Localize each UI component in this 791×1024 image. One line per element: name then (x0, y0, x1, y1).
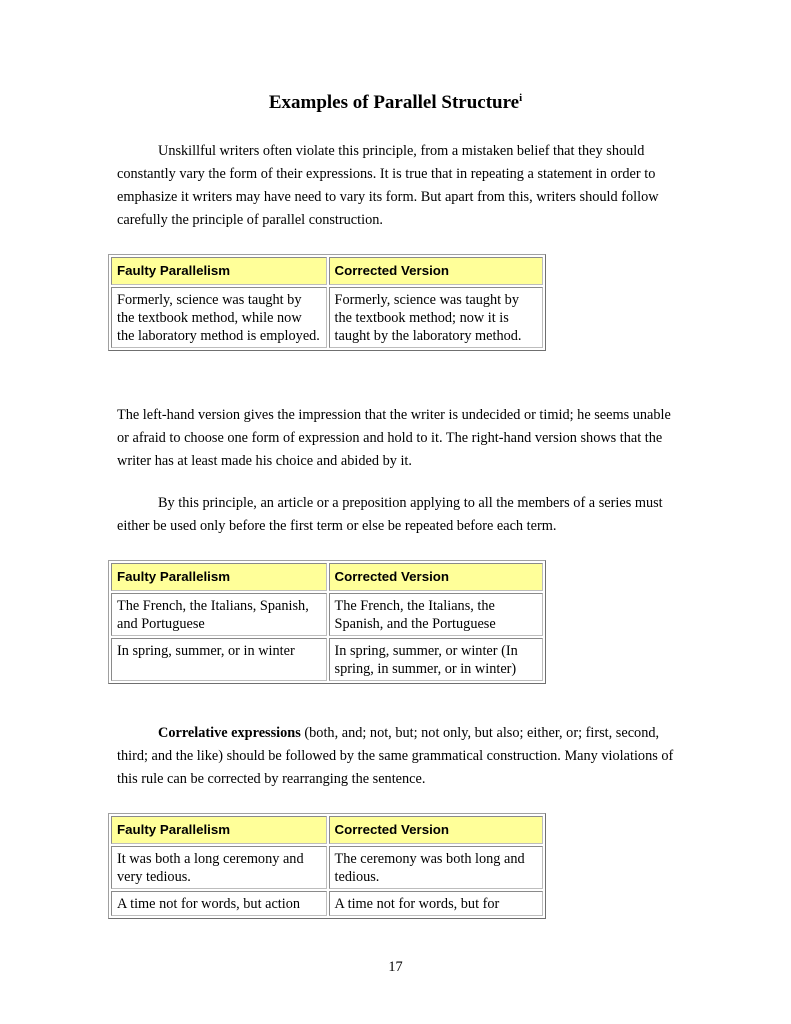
header-corrected: Corrected Version (329, 816, 544, 844)
table-row (111, 287, 543, 348)
paragraph-3: By this principle, an article or a preposition applying to all the members of a series must either be used only before the first term or else be repeated before each term. (117, 495, 663, 534)
table-header-row (111, 563, 543, 591)
comparison-table-1 (108, 254, 546, 351)
corrected-cell: A time not for words, but for (329, 891, 544, 916)
paragraph-4 (117, 722, 677, 791)
paragraph-2: The left-hand version gives the impression that the writer is undecided or timid; he seems unable or afraid to choose one form of expression and hold to it. The right-hand version shows that the writer has at least made his choice and abided by it. (117, 407, 671, 469)
intro-paragraph: Unskillful writers often violate this principle, from a mistaken belief that they should constantly vary the form of their expressions. It is true that in repeating a statement in order to emphasize it writers may have need to vary its form. But apart from this, writers should follow carefully the principle of parallel construction. (117, 143, 659, 228)
table-row (111, 846, 543, 889)
table-header-row (111, 816, 543, 844)
corrected-cell: The French, the Italians, the Spanish, and the Portuguese (329, 593, 544, 636)
corrected-cell: In spring, summer, or winter (In spring, in summer, or in winter) (329, 638, 544, 681)
comparison-table-3 (108, 813, 546, 919)
title-text: Examples of Parallel Structure (268, 92, 520, 113)
paragraph-4-rest: (both, and; not, but; not only, but also; either, or; first, second, third; and the like) should be followed by the same grammatical construction. Many violations of this rule can be corrected by rearranging the sentence. (117, 725, 674, 787)
header-corrected: Corrected Version (329, 563, 544, 591)
corrected-cell: Formerly, science was taught by the textbook method; now it is taught by the laboratory method. (329, 287, 544, 348)
faulty-cell: Formerly, science was taught by the textbook method, while now the laboratory method is employed. (111, 287, 327, 348)
comparison-table-2 (108, 560, 546, 684)
header-faulty: Faulty Parallelism (111, 563, 327, 591)
header-corrected: Corrected Version (329, 257, 544, 285)
bold-term: Correlative expressions (158, 725, 301, 741)
corrected-cell: The ceremony was both long and tedious. (329, 846, 544, 889)
page-title (0, 92, 791, 114)
table-row (111, 593, 543, 636)
faulty-cell: A time not for words, but action (111, 891, 327, 916)
header-faulty: Faulty Parallelism (111, 257, 327, 285)
page-number: 17 (388, 959, 403, 975)
faulty-cell: The French, the Italians, Spanish, and Portuguese (111, 593, 327, 636)
table-row (111, 638, 543, 681)
table-header-row (111, 257, 543, 285)
footnote-marker: i (519, 92, 523, 104)
faulty-cell: It was both a long ceremony and very tedious. (111, 846, 327, 889)
header-faulty: Faulty Parallelism (111, 816, 327, 844)
faulty-cell: In spring, summer, or in winter (111, 638, 327, 681)
table-row (111, 891, 543, 916)
